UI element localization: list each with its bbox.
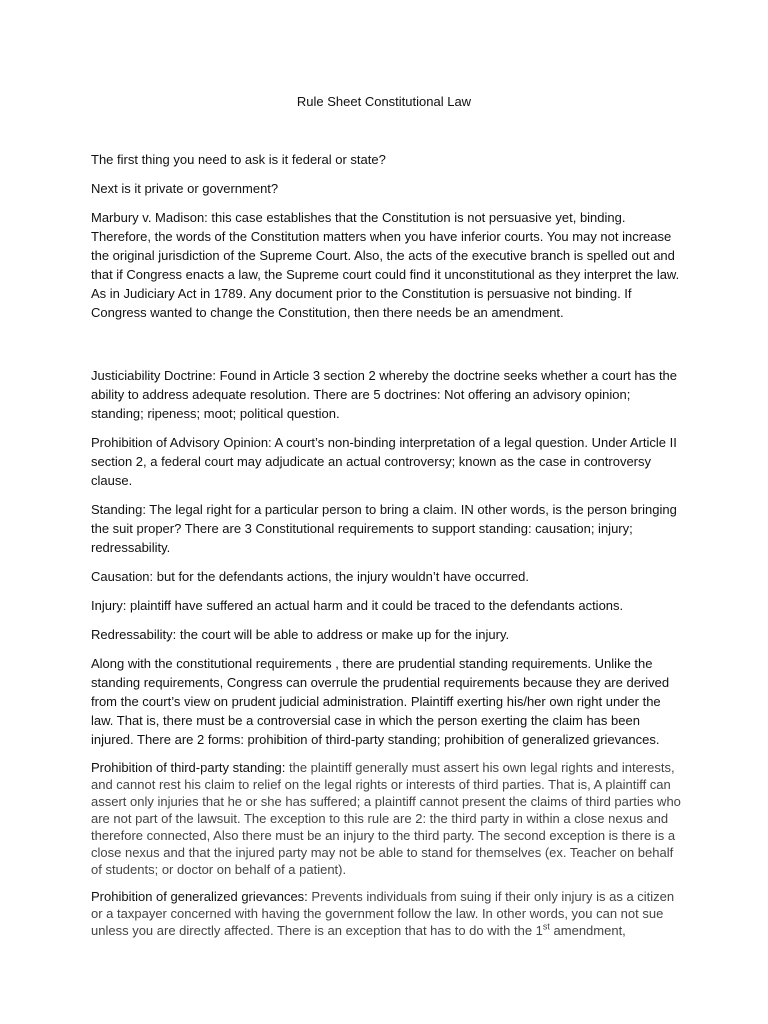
third-party-text: the plaintiff generally must assert his own legal rights and interests, and cannot rest his claim to relief on the legal rights or interests of third parties. That is, A plaintiff can assert only injuries that he or she has suffered; a plaintiff cannot present the claims of third parties who are not part of the lawsuit. The exception to this rule are 2: the third party in within a close nexus and therefore connected, Also there must be an injury to the third party. The second exception is there is a close nexus and that the injured party may not be able to stand for themselves (ex. Teacher on behalf of students; or doctor on behalf of a patient). bbox=[91, 760, 681, 877]
blank-gap bbox=[91, 332, 685, 366]
document-title: Rule Sheet Constitutional Law bbox=[296, 94, 472, 109]
paragraph-marbury: Marbury v. Madison: this case establishes that the Constitution is not persuasive yet, binding. Therefore, the words of the Constitution matters when you have inferior courts. You may not increase the original jurisdiction of the Supreme Court. Also, the acts of the executive branch is spelled out and that if Congress enacts a law, the Supreme court could find it unconstitutional as they interpret the law. As in Judiciary Act in 1789. Any document prior to the Constitution is persuasive not binding. If Congress wanted to change the Constitution, then there needs be an amendment. bbox=[91, 210, 680, 320]
superscript-st: st bbox=[542, 921, 550, 932]
paragraph-advisory-opinion: Prohibition of Advisory Opinion: A court’s non-binding interpretation of a legal question. Under Article II section 2, a federal court may adjudicate an actual controversy; known as the case in controversy clause. bbox=[91, 435, 677, 488]
paragraph-standing: Standing: The legal right for a particular person to bring a claim. IN other words, is the person bringing the suit proper? There are 3 Constitutional requirements to support standing: causation; injury; redressability. bbox=[91, 502, 677, 555]
generalized-tail: amendment, bbox=[549, 923, 626, 938]
third-party-lead: Prohibition of third-party standing: bbox=[91, 760, 286, 775]
paragraph-private-or-government: Next is it private or government? bbox=[91, 181, 279, 196]
paragraph-third-party-standing bbox=[91, 759, 685, 878]
document-body bbox=[91, 150, 685, 949]
paragraph-generalized-grievances bbox=[91, 888, 685, 939]
paragraph-justiciability: Justiciability Doctrine: Found in Article 3 section 2 whereby the doctrine seeks whether a court has the ability to address adequate resolution. There are 5 doctrines: Not offering an advisory opinion; standing; ripeness; moot; political question. bbox=[91, 368, 678, 421]
paragraph-prudential: Along with the constitutional requirements , there are prudential standing requirements. Unlike the standing requirements, Congress can overrule the prudential requirements because they are derived from the court’s view on prudent judicial administration. Plaintiff exerting his/her own right under the law. That is, there must be a controversial case in which the person exerting the claim has been injured. There are 2 forms: prohibition of third-party standing; prohibition of generalized grievances. bbox=[91, 656, 670, 747]
paragraph-redressability: Redressability: the court will be able to address or make up for the injury. bbox=[91, 627, 510, 642]
generalized-text: Prevents individuals from suing if their only injury is as a citizen or a taxpayer concerned with having the government follow the law. In other words, you can not sue unless you are directly affected. There is an exception that has to do with the 1 bbox=[91, 889, 675, 938]
paragraph-causation: Causation: but for the defendants actions, the injury wouldn’t have occurred. bbox=[91, 569, 529, 584]
paragraph-federal-or-state: The first thing you need to ask is it federal or state? bbox=[91, 152, 386, 167]
paragraph-injury: Injury: plaintiff have suffered an actual harm and it could be traced to the defendants actions. bbox=[91, 598, 624, 613]
generalized-lead: Prohibition of generalized grievances: bbox=[91, 889, 308, 904]
